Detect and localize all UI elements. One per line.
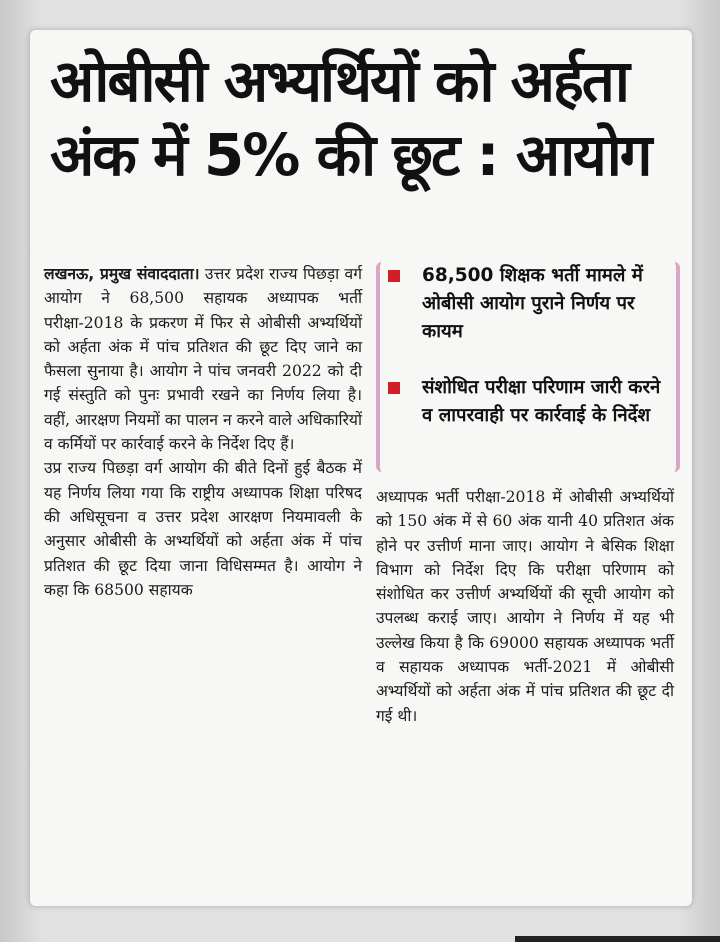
paragraph-1-text: उत्तर प्रदेश राज्य पिछड़ा वर्ग आयोग ने 68,500 सहायक अध्यापक भर्ती परीक्षा-2018 के प्रकरण में फिर से ओबीसी अभ्यर्थियों को अर्हता अंक में पांच प्रतिशत की छूट दिए जाने का फैसला सुनाया है। आयोग ने पांच जनवरी 2022 को दी गई संस्तुति को पुनः प्रभावी रखने का निर्णय लिया है। वहीं, आरक्षण नियमों का पालन न करने वाले अधिकारियों व कर्मियों पर कार्रवाई करने के निर्देश दिए हैं। (44, 265, 362, 454)
article-paragraph-2: उप्र राज्य पिछड़ा वर्ग आयोग की बीते दिनों हुई बैठक में यह निर्णय लिया गया कि राष्ट्रीय अध्यापक शिक्षा परिषद की अधिसूचना व उत्तर प्रदेश आरक्षण नियमावली के अनुसार ओबीसी के अभ्यर्थियों को अर्हता अंक में पांच प्रतिशत की छूट दिया जाना विधिसम्मत है। आयोग ने कहा कि 68500 सहायक (44, 459, 362, 599)
article-right-column (376, 485, 674, 728)
article-paragraph-3: अध्यापक भर्ती परीक्षा-2018 में ओबीसी अभ्यर्थियों को 150 अंक में से 60 अंक यानी 40 प्रतिशत अंक होने पर उत्तीर्ण माना जाए। आयोग ने बेसिक शिक्षा विभाग को निर्देश दिए कि परीक्षा परिणाम को संशोधित कर उत्तीर्ण अभ्यर्थियों की सूची आयोग को उपलब्ध कराई जाए। आयोग ने निर्णय में यह भी उल्लेख किया है कि 69000 सहायक अध्यापक भर्ती व सहायक अध्यापक भर्ती-2021 में ओबीसी अभ्यर्थियों को अर्हता अंक में पांच प्रतिशत की छूट दी गई थी। (376, 488, 674, 725)
highlight-text: संशोधित परीक्षा परिणाम जारी करने व लापरवाही पर कार्रवाई के निर्देश (422, 377, 661, 426)
headline-line-1: ओबीसी अभ्यर्थियों को अर्हता (50, 47, 628, 115)
dateline: लखनऊ, प्रमुख संवाददाता। (44, 265, 200, 283)
screen-edge-bar (515, 936, 720, 942)
headline-line-2: अंक में 5% की छूट : आयोग (50, 121, 651, 189)
highlight-text: 68,500 शिक्षक भर्ती मामले में ओबीसी आयोग पुराने निर्णय पर कायम (422, 265, 643, 342)
square-bullet-icon (388, 270, 400, 282)
highlight-item (394, 374, 664, 430)
square-bullet-icon (388, 382, 400, 394)
highlights-box (376, 262, 680, 472)
highlight-item (394, 262, 664, 346)
newspaper-clipping (30, 30, 692, 906)
headline (50, 44, 680, 192)
article-paragraph-1 (44, 262, 362, 456)
article-left-column (44, 262, 362, 602)
